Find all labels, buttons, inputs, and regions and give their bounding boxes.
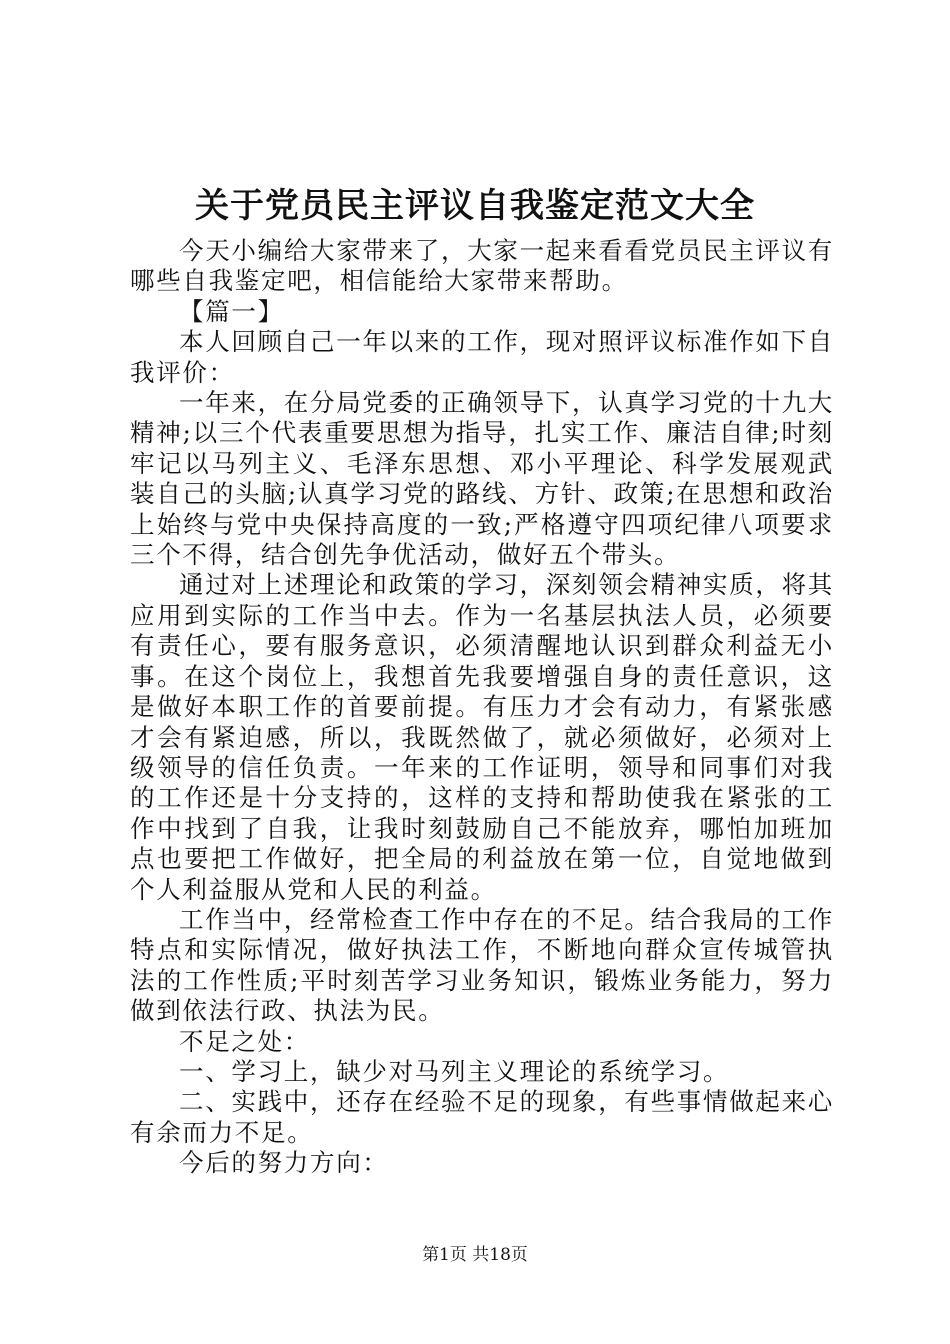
paragraph: 本人回顾自己一年以来的工作，现对照评议标准作如下自我评价： (130, 327, 834, 387)
page-number: 第1页 共18页 (422, 1245, 528, 1265)
paragraph-intro: 今天小编给大家带来了，大家一起来看看党员民主评议有哪些自我鉴定吧，相信能给大家带来帮助。 (130, 236, 834, 296)
subheading-direction: 今后的努力方向： (179, 1148, 389, 1178)
document-title: 关于党员民主评议自我鉴定范文大全 (195, 186, 755, 226)
list-item: 二、实践中，还存在经验不足的现象，有些事情做起来心有余而力不足。 (130, 1087, 834, 1147)
subheading-shortcomings: 不足之处： (179, 1026, 310, 1056)
paragraph: 工作当中，经常检查工作中存在的不足。结合我局的工作特点和实际情况，做好执法工作，不断地向群众宣传城管执法的工作性质;平时刻苦学习业务知识，锻炼业务能力，努力做到依法行政、执法为民。 (130, 904, 834, 1026)
section-heading: 【篇一】 (179, 296, 284, 326)
document-body (130, 236, 834, 1179)
list-item: 一、学习上，缺少对马列主义理论的系统学习。 (179, 1056, 730, 1086)
paragraph: 通过对上述理论和政策的学习，深刻领会精神实质，将其应用到实际的工作当中去。作为一名基层执法人员，必须要有责任心，要有服务意识，必须清醒地认识到群众利益无小事。在这个岗位上，我想首先我要增强自身的责任意识，这是做好本职工作的首要前提。有压力才会有动力，有紧张感才会有紧迫感，所以，我既然做了，就必须做好，必须对上级领导的信任负责。一年来的工作证明，领导和同事们对我的工作还是十分支持的，这样的支持和帮助使我在紧张的工作中找到了自我，让我时刻鼓励自己不能放弃，哪怕加班加点也要把工作做好，把全局的利益放在第一位，自觉地做到个人利益服从党和人民的利益。 (130, 570, 834, 904)
paragraph: 一年来，在分局党委的正确领导下，认真学习党的十九大精神;以三个代表重要思想为指导，扎实工作、廉洁自律;时刻牢记以马列主义、毛泽东思想、邓小平理论、科学发展观武装自己的头脑;认真学习党的路线、方针、政策;在思想和政治上始终与党中央保持高度的一致;严格遵守四项纪律八项要求三个不得，结合创先争优活动，做好五个带头。 (130, 388, 834, 570)
